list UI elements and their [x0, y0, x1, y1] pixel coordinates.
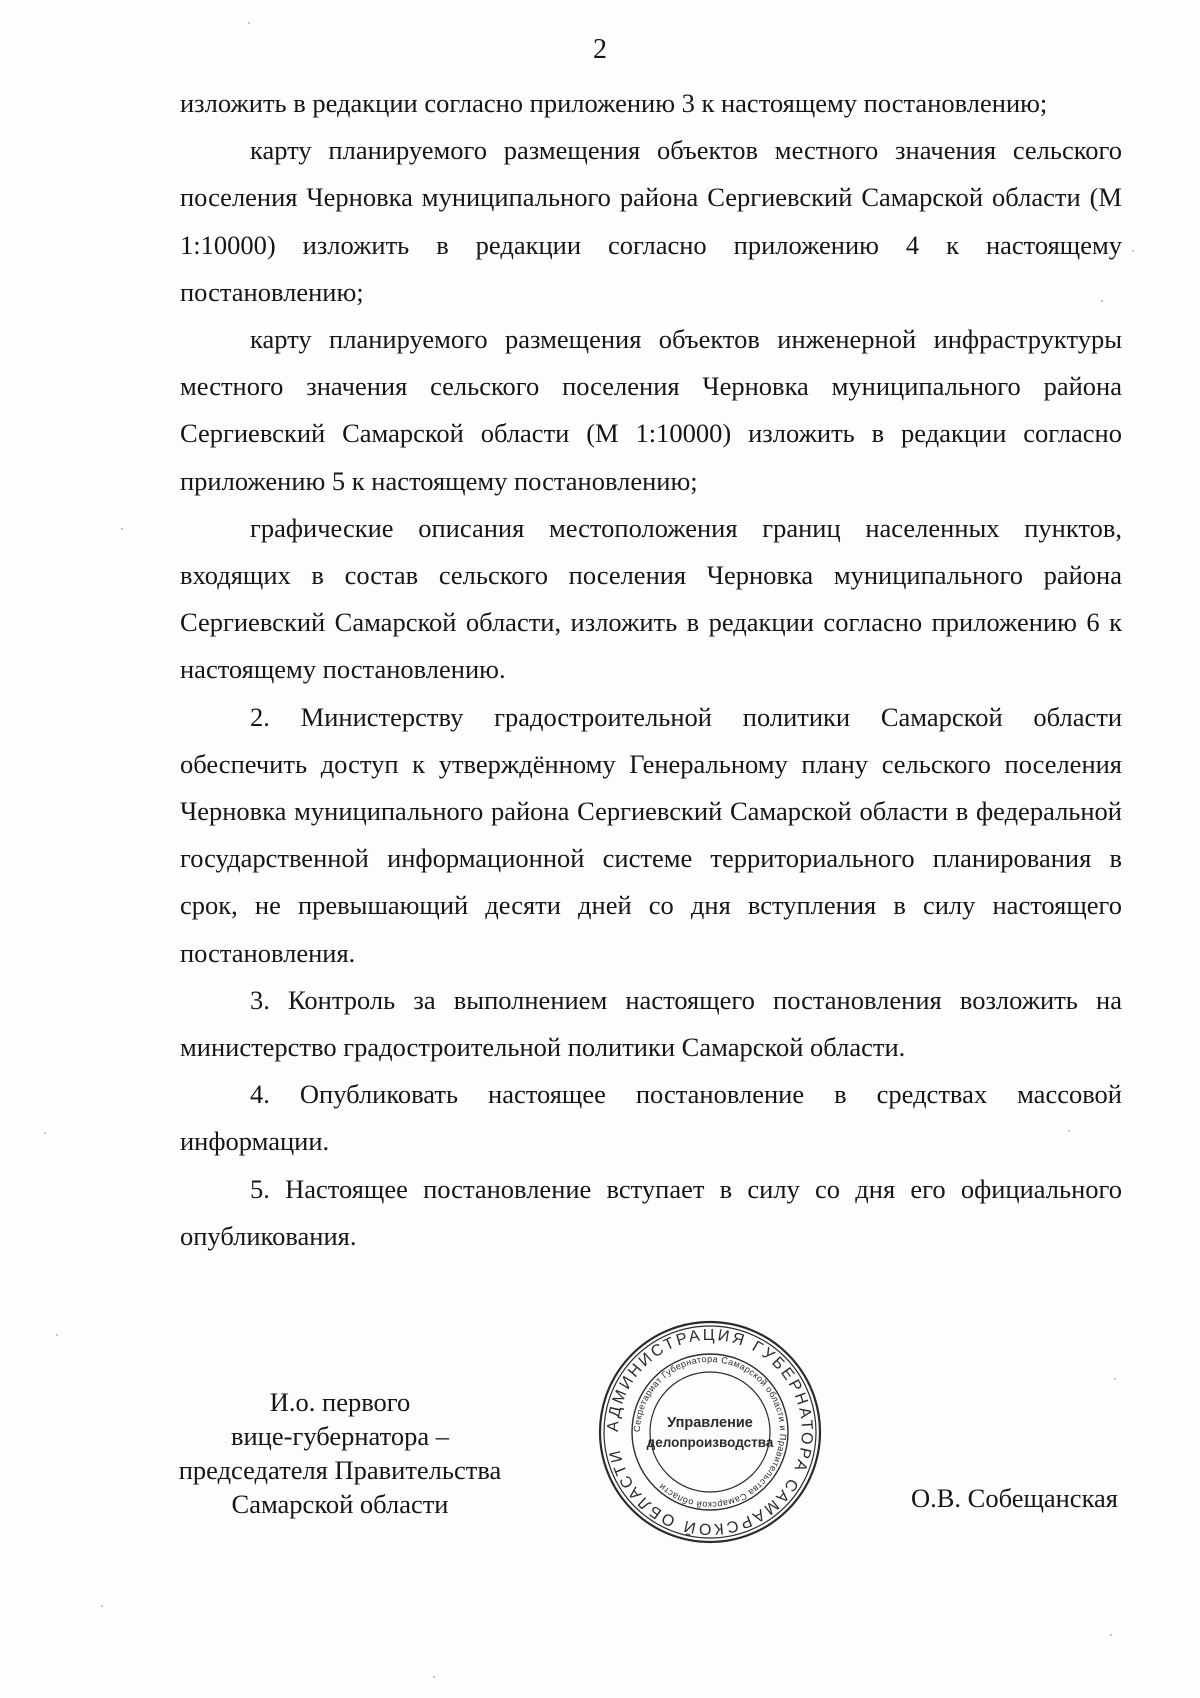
paragraph-text: изложить в редакции согласно приложению 3 к настоящему постановлению;: [180, 88, 1048, 118]
stamp-center-line: Управление: [667, 1415, 753, 1431]
scan-speck: [1110, 1634, 1112, 1636]
stamp-middle-text: Секретариат Губернатора Самарской области и Правительства Самарской области: [631, 1353, 789, 1511]
stamp-outer-text: АДМИНИСТРАЦИЯ ГУБЕРНАТОРА САМАРСКОЙ ОБЛАСТИ: [604, 1326, 816, 1538]
paragraph: [180, 505, 1122, 694]
scan-speck: [44, 1132, 46, 1134]
paragraph: [180, 316, 1122, 505]
scan-speck: [101, 1605, 103, 1607]
scan-speck: [248, 22, 250, 24]
paragraph: [180, 977, 1122, 1071]
document-body: [180, 80, 1122, 1260]
stamp-center-line: делопроизводства: [646, 1435, 774, 1450]
scan-speck: [1101, 300, 1103, 302]
official-stamp: [595, 1317, 825, 1547]
signatory-position: [150, 1385, 530, 1521]
paragraph-text: 3. Контроль за выполнением настоящего постановления возложить на министерство градостроительной политики Самарской области.: [180, 984, 1122, 1063]
scan-speck: [56, 1334, 58, 1336]
paragraph: [180, 1166, 1122, 1260]
paragraph: [180, 127, 1122, 316]
page-number: 2: [593, 34, 607, 65]
paragraph-text: карту планируемого размещения объектов местного значения сельского поселения Черновка муниципального района Сергиевский Самарской области (М 1:10000) изложить в редакции согласно приложению 4 к настоящему постановлению;: [180, 135, 1122, 307]
paragraph-text: графические описания местоположения границ населенных пунктов, входящих в состав сельского поселения Черновка муниципального района Сергиевский Самарской области, изложить в редакции согласно приложению 6 к настоящему постановлению.: [180, 512, 1122, 685]
paragraph-text: карту планируемого размещения объектов инженерной инфраструктуры местного значения сельского поселения Черновка муниципального района Сергиевский Самарской области (М 1:10000) изложить в редакции согласно приложению 5 к настоящему постановлению;: [180, 324, 1122, 496]
paragraph: [180, 694, 1122, 977]
signatory-position-line: Самарской области: [231, 1489, 449, 1519]
scan-speck: [1114, 1378, 1116, 1380]
svg-text:Секретариат Губернатора Самарс: [632, 1354, 788, 1510]
paragraph-text: 2. Министерству градостроительной политики Самарской области обеспечить доступ к утверждённому Генеральному плану сельского поселения Черновка муниципального района Сергиевский Самарской области в федеральной государственной информационной системе территориального планирования в срок, не превышающий десяти дней со дня вступления в силу настоящего постановления.: [180, 701, 1122, 968]
signatory-position-line: председателя Правительства: [178, 1455, 502, 1485]
paragraph: [180, 1071, 1122, 1165]
paragraph: [180, 80, 1122, 127]
signatory-position-line: И.о. первого: [269, 1387, 411, 1417]
scan-speck: [1068, 1130, 1070, 1132]
scan-speck: [121, 528, 123, 530]
paragraph-text: 5. Настоящее постановление вступает в силу со дня его официального опубликования.: [180, 1173, 1122, 1251]
scan-speck: [1132, 250, 1134, 252]
scan-speck: [433, 1676, 435, 1678]
signatory-name: О.В. Собещанская: [910, 1483, 1118, 1513]
paragraph-text: 4. Опубликовать настоящее постановление в средствах массовой информации.: [180, 1079, 1122, 1157]
signatory-position-line: вице-губернатора –: [230, 1421, 449, 1451]
